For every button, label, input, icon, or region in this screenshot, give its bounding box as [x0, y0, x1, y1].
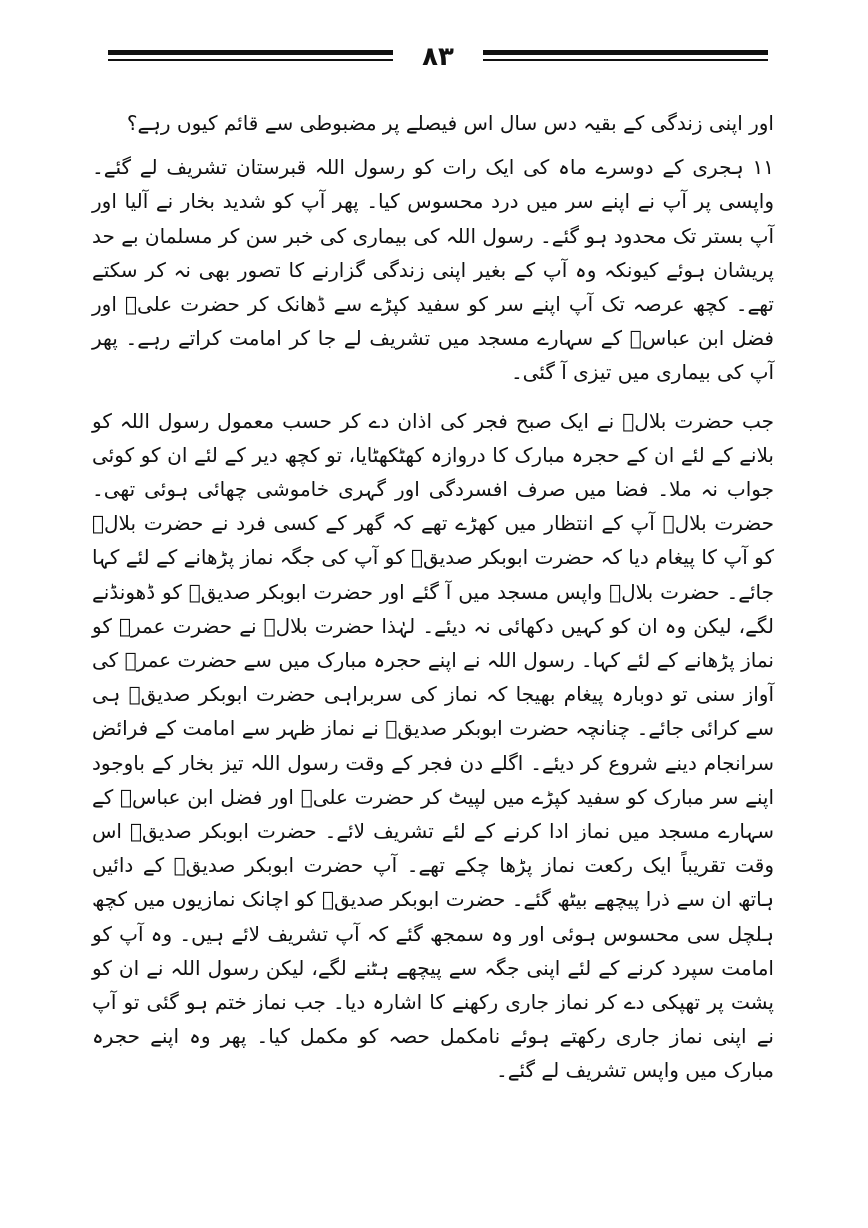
page-body — [92, 106, 774, 1088]
header-rule-thick-line — [108, 50, 393, 55]
paragraph-illness: ۱۱ ہجری کے دوسرے ماہ کی ایک رات کو رسول اللہ قبرستان تشریف لے گئے۔ واپسی پر آپ نے اپنے سر میں درد محسوس کیا۔ پھر آپ کو شدید بخار نے آلیا اور آپ بستر تک محدود ہو گئے۔ رسول اللہ کی بیماری کی خبر سن کر مسلمان بے حد پریشان ہوئے کیونکہ وہ آپ کے بغیر اپنی زندگی گزارنے کا تصور بھی نہ کر سکتے تھے۔ کچھ عرصہ تک آپ اپنے سر کو سفید کپڑے سے ڈھانک کر حضرت علیؓ اور فضل ابن عباسؓ کے سہارے مسجد میں تشریف لے جا کر امامت کراتے رہے۔ پھر آپ کی بیماری میں تیزی آ گئی۔ — [92, 155, 774, 385]
header-rule-right — [483, 50, 768, 64]
paragraph-prayer-leadership: جب حضرت بلالؓ نے ایک صبح فجر کی اذان دے کر حسب معمول رسول اللہ کو بلانے کے لئے ان کے حجرہ مبارک کا دروازہ کھٹکھٹایا، تو کچھ دیر کے لئے ان کو کوئی جواب نہ ملا۔ فضا میں صرف افسردگی اور گہری خاموشی چھائی ہوئی تھی۔ حضرت بلالؓ آپ کے انتظار میں کھڑے تھے کہ گھر کے کسی فرد نے حضرت بلالؓ کو آپ کا پیغام دیا کہ حضرت ابوبکر صدیقؓ کو آپ کی جگہ نماز پڑھانے کے لئے کہا جائے۔ حضرت بلالؓ واپس مسجد میں آ گئے اور حضرت ابوبکر صدیقؓ کو ڈھونڈنے لگے، لیکن وہ ان کو کہیں دکھائی نہ دیئے۔ لہٰذا حضرت بلالؓ نے حضرت عمرؓ کو نماز پڑھانے کے لئے کہا۔ رسول اللہ نے اپنے حجرہ مبارک میں سے حضرت عمرؓ کی آواز سنی تو دوبارہ پیغام بھیجا کہ نماز کی سربراہی حضرت ابوبکر صدیقؓ ہی سے کرائی جائے۔ چنانچہ حضرت ابوبکر صدیقؓ نے نماز ظہر سے امامت کے فرائض سرانجام دینے شروع کر دیئے۔ اگلے دن فجر کے وقت رسول اللہ تیز بخار کے باوجود اپنے سر مبارک کو سفید کپڑے میں لپیٹ کر حضرت علیؓ اور فضل ابن عباسؓ کے سہارے مسجد میں نماز ادا کرنے کے لئے تشریف لائے۔ حضرت ابوبکر صدیقؓ اس وقت تقریباً ایک رکعت نماز پڑھا چکے تھے۔ آپ حضرت ابوبکر صدیقؓ کے دائیں ہاتھ ان سے ذرا پیچھے بیٹھ گئے۔ حضرت ابوبکر صدیقؓ کو اچانک نمازیوں میں کچھ ہلچل سی محسوس ہوئی اور وہ سمجھ گئے کہ آپ تشریف لائے ہیں۔ وہ آپ کو امامت سپرد کرنے کے لئے اپنی جگہ سے پیچھے ہٹنے لگے، لیکن رسول اللہ نے ان کو پشت پر تھپکی دے کر نماز جاری رکھنے کا اشارہ دیا۔ جب نماز ختم ہو گئی تو آپ نے اپنی نماز جاری رکھتے ہوئے نامکمل حصہ کو مکمل کیا۔ پھر وہ اپنے حجرہ مبارک میں واپس تشریف لے گئے۔ — [92, 408, 774, 1083]
paragraph-question: اور اپنی زندگی کے بقیہ دس سال اس فیصلے پر مضبوطی سے قائم کیوں رہے؟ — [126, 111, 774, 135]
header-rule-thin-line — [483, 59, 768, 61]
header-rule-thin-line — [108, 59, 393, 61]
page-header — [108, 40, 768, 76]
header-rule-left — [108, 50, 393, 64]
page-number: ۸۳ — [422, 42, 454, 72]
header-rule-thick-line — [483, 50, 768, 55]
